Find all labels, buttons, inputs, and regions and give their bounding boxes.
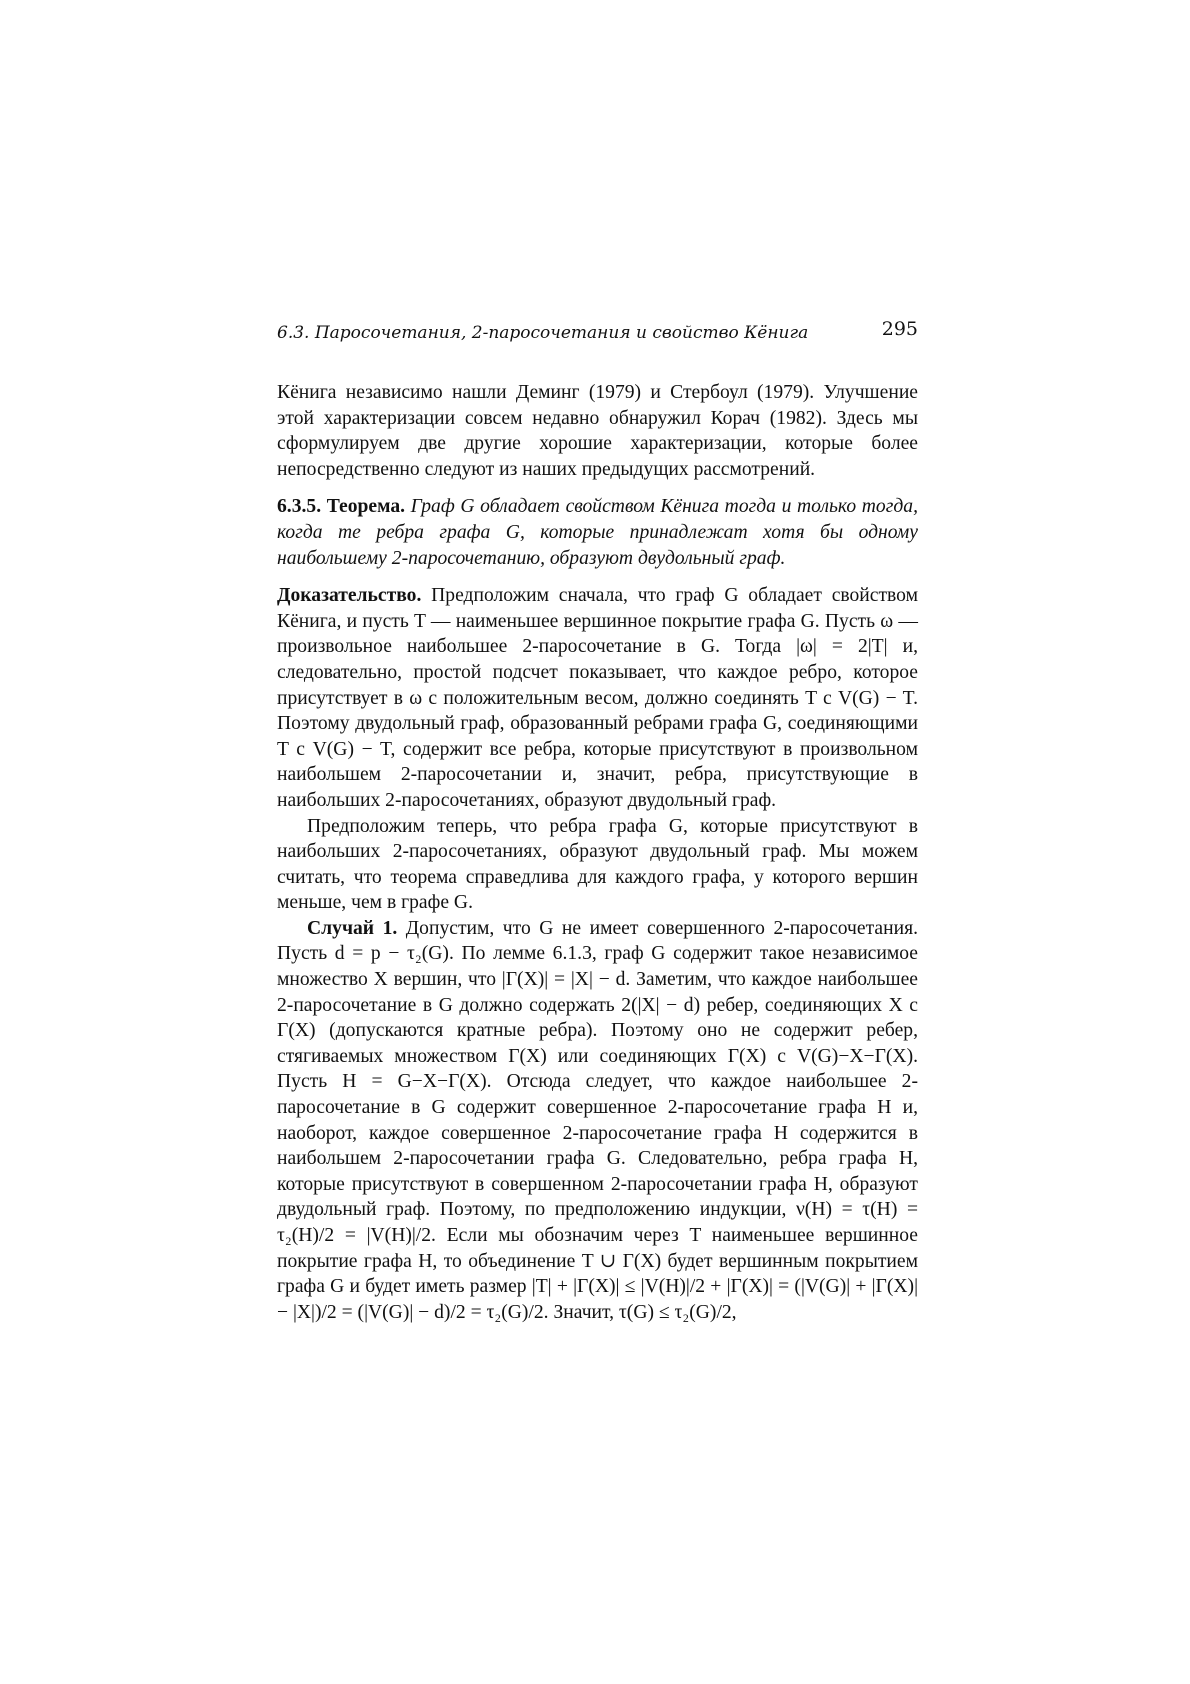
running-title: 6.3. Паросочетания, 2-паросочетания и свойство Кёнига [277, 323, 809, 343]
case-1 [277, 916, 918, 1326]
proof [277, 583, 918, 813]
proof-label: Доказательство. [277, 585, 422, 607]
theorem-label: 6.3.5. Теорема. [277, 496, 406, 518]
page-number: 295 [881, 318, 918, 340]
page-body [277, 380, 918, 1325]
paragraph-assumption: Предположим теперь, что ребра графа G, которые присутствуют в наибольших 2-паросочетаниях, образуют двудольный граф. Мы можем считать, что теорема справедлива для каждого графа, у которого вершин меньше, чем в графе G. [277, 815, 918, 914]
case-1-text: Допустим, что G не имеет совершенного 2-паросочетания. Пусть d = p − τ₂(G). По лемме 6.1.3, граф G содержит такое независимое множество X вершин, что |Γ(X)| = |X| − d. Заметим, что каждое наибольшее 2-паросочетание в G должно содержать 2(|X| − d) ребер, соединяющих X с Γ(X) (допускаются кратные ребра). Поэтому оно не содержит ребер, стягиваемых множеством Γ(X) или соединяющих Γ(X) с V(G)−X−Γ(X). Пусть H = G−X−Γ(X). Отсюда следует, что каждое наибольшее 2-паросочетание в G содержит совершенное 2-паросочетание графа H и, наоборот, каждое совершенное 2-паросочетание графа H содержится в наибольшем 2-паросочетании графа G. Следовательно, ребра графа H, которые присутствуют в совершенном 2-паросочетании графа H, образуют двудольный граф. Поэтому, по предположению индукции, ν(H) = τ(H) = τ₂(H)/2 = |V(H)|/2. Если мы обозначим через T наименьшее вершинное покрытие графа H, то объединение T ∪ Γ(X) будет вершинным покрытием графа G и будет иметь размер |T| + |Γ(X)| ≤ |V(H)|/2 + |Γ(X)| = (|V(G)| + |Γ(X)| − |X|)/2 = (|V(G)| − d)/2 = τ₂(G)/2. Значит, τ(G) ≤ τ₂(G)/2, [277, 917, 918, 1323]
theorem [277, 494, 918, 571]
theorem-text: Граф G обладает свойством Кёнига тогда и только тогда, когда те ребра графа G, которые принадлежат хотя бы одному наибольшему 2-паросочетанию, образуют двудольный граф. [277, 496, 918, 569]
proof-text: Предположим сначала, что граф G обладает свойством Кёнига, и пусть T — наименьшее вершинное покрытие графа G. Пусть ω — произвольное наибольшее 2-паросочетание в G. Тогда |ω| = 2|T| и, следовательно, простой подсчет показывает, что каждое ребро, которое присутствует в ω с положительным весом, должно соединять T с V(G) − T. Поэтому двудольный граф, образованный ребрами графа G, соединяющими T с V(G) − T, содержит все ребра, которые присутствуют в произвольном наибольшем 2-паросочетании и, значит, ребра, присутствующие в наибольших 2-паросочетаниях, образуют двудольный граф. [277, 585, 918, 811]
case-1-label: Случай 1. [307, 917, 398, 939]
paragraph-intro: Кёнига независимо нашли Деминг (1979) и Стербоул (1979). Улучшение этой характеризации совсем недавно обнаружил Корач (1982). Здесь мы сформулируем две другие хорошие характеризации, которые более непосредственно следуют из наших предыдущих рассмотрений. [277, 382, 918, 480]
running-header [277, 318, 918, 343]
